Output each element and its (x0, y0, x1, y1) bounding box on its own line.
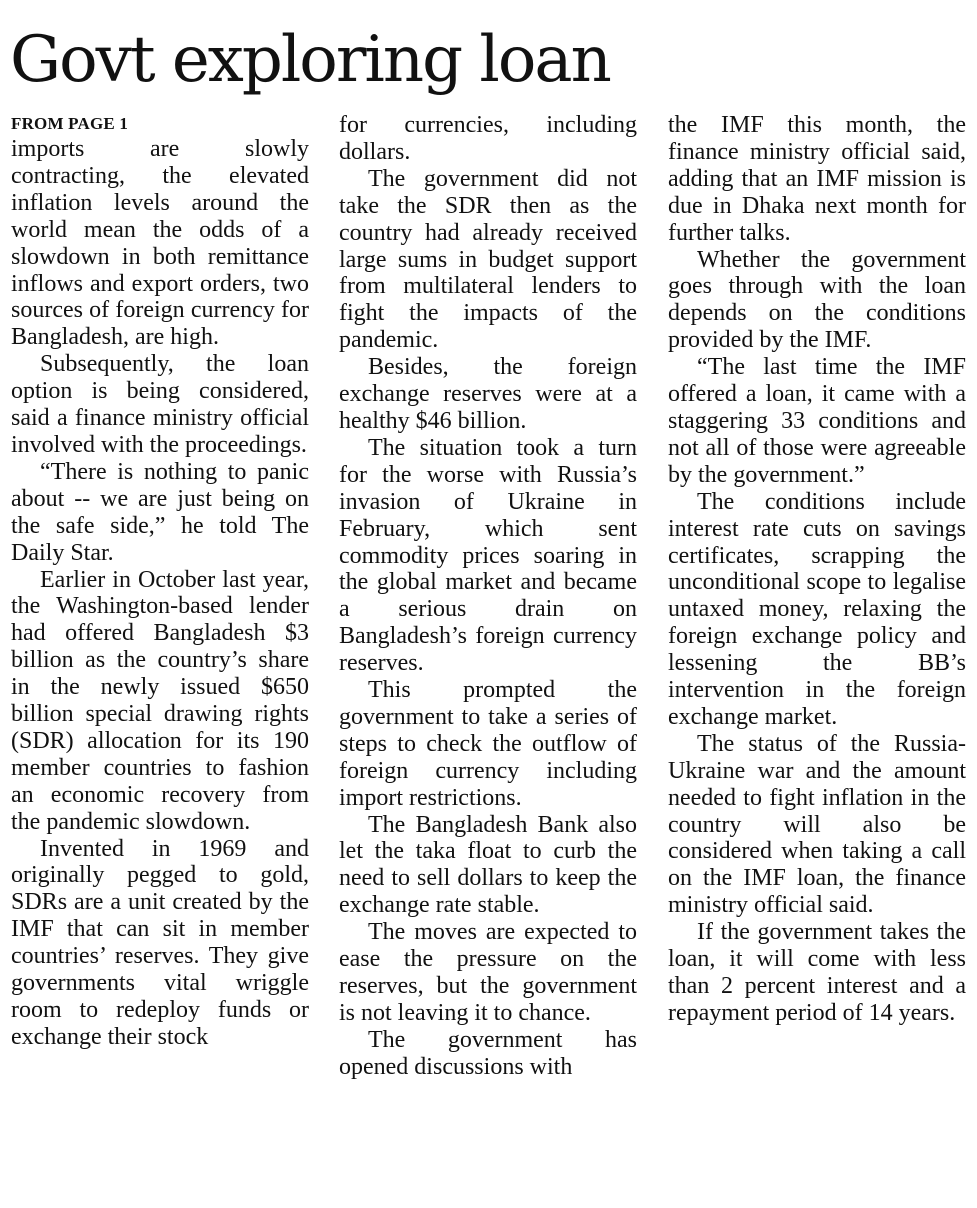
paragraph: imports are slowly contracting, the elevated inflation levels around the world mean the odds of a slowdown in both remittance inflows and export orders, two sources of foreign currency for Bangladesh, are high. (11, 136, 309, 351)
article-column-1 (11, 112, 309, 1202)
paragraph: This prompted the government to take a series of steps to check the outflow of foreign currency including import restrictions. (339, 677, 637, 811)
paragraph: The situation took a turn for the worse with Russia’s invasion of Ukraine in February, which sent commodity prices soaring in the global market and became a serious drain on Bangladesh’s foreign currency reserves. (339, 434, 637, 677)
paragraph: Subsequently, the loan option is being considered, said a finance ministry official involved with the proceedings. (11, 351, 309, 458)
dateline: FROM PAGE 1 (11, 114, 129, 133)
paragraph: The moves are expected to ease the pressure on the reserves, but the government is not leaving it to chance. (339, 919, 637, 1026)
paragraph: Invented in 1969 and originally pegged to gold, SDRs are a unit created by the IMF that can sit in member countries’ reserves. They give governments vital wriggle room to redeploy funds or exchange their stock (11, 835, 309, 1050)
paragraph: “There is nothing to panic about -- we are just being on the safe side,” he told The Daily Star. (11, 458, 309, 566)
paragraph: Whether the government goes through with the loan depends on the conditions provided by the IMF. (668, 246, 966, 354)
article-headline: Govt exploring loan (10, 23, 610, 97)
paragraph: The conditions include interest rate cuts on savings certificates, scrapping the unconditional scope to legalise untaxed money, relaxing the foreign exchange policy and lessening the BB’s intervention in the foreign exchange market. (668, 488, 966, 730)
paragraph: The Bangladesh Bank also let the taka float to curb the need to sell dollars to keep the exchange rate stable. (339, 811, 637, 919)
article-column-3 (668, 112, 966, 1202)
paragraph: Earlier in October last year, the Washington-based lender had offered Bangladesh $3 billion as the country’s share in the newly issued $650 billion special drawing rights (SDR) allocation for its 190 member countries to fashion an economic recovery from the pandemic slowdown. (11, 566, 309, 835)
article-column-2 (339, 112, 637, 1202)
paragraph: The government did not take the SDR then as the country had already received large sums in budget support from multilateral lenders to fight the impacts of the pandemic. (339, 165, 637, 354)
paragraph: If the government takes the loan, it will come with less than 2 percent interest and a repayment period of 14 years. (668, 919, 966, 1026)
paragraph: the IMF this month, the finance ministry official said, adding that an IMF mission is due in Dhaka next month for further talks. (668, 112, 966, 246)
paragraph: “The last time the IMF offered a loan, it came with a staggering 33 conditions and not all of those were agreeable by the government.” (668, 354, 966, 488)
paragraph: for currencies, including dollars. (339, 112, 637, 165)
paragraph: Besides, the foreign exchange reserves were at a healthy $46 billion. (339, 354, 637, 434)
paragraph: The government has opened discussions with (339, 1026, 637, 1080)
paragraph: The status of the Russia-Ukraine war and the amount needed to fight inflation in the country will also be considered when taking a call on the IMF loan, the finance ministry official said. (668, 730, 966, 919)
